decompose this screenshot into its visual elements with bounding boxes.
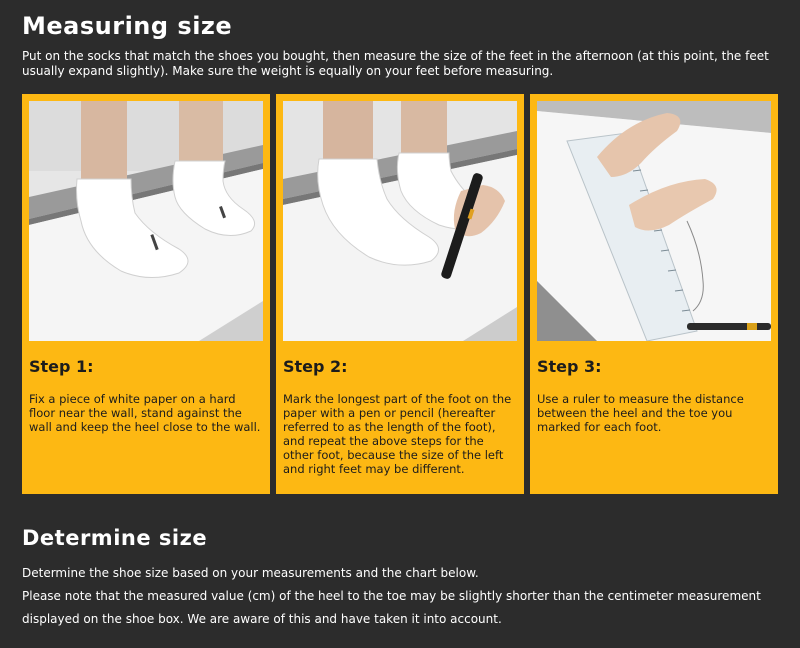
step-3-photo-ruler-measurement: [537, 101, 771, 341]
step-1-card: [22, 94, 270, 494]
step-2-text: Mark the longest part of the foot on the paper with a pen or pencil (hereafter referred to as the length of the foot), and repeat the above steps for the other foot, because the size of the left and right feet may be different.: [283, 392, 512, 476]
step-1-title: Step 1:: [29, 357, 94, 376]
step-1-text: Fix a piece of white paper on a hard floor near the wall, stand against the wall and keep the heel close to the wall.: [29, 392, 261, 434]
determine-size-line-2: Please note that the measured value (cm) of the heel to the toe may be slightly shorter than the centimeter measurement displayed on the shoe box. We are aware of this and have taken it into account.: [22, 589, 761, 626]
step-3-card: [530, 94, 778, 494]
step-2-photo-marking-foot: [283, 101, 517, 341]
measuring-size-heading: Measuring size: [22, 12, 233, 40]
step-3-text: Use a ruler to measure the distance between the heel and the toe you marked for each foot.: [537, 392, 744, 434]
measuring-size-intro: Put on the socks that match the shoes you bought, then measure the size of the feet in the afternoon (at this point, the feet usually expand slightly). Make sure the weight is equally on your feet before measuring.: [22, 49, 769, 78]
determine-size-line-1: Determine the shoe size based on your measurements and the chart below.: [22, 566, 479, 580]
step-2-card: [276, 94, 524, 494]
step-3-title: Step 3:: [537, 357, 602, 376]
determine-size-body: [22, 562, 782, 631]
determine-size-heading: Determine size: [22, 526, 208, 550]
step-1-photo-feet-against-wall: [29, 101, 263, 341]
step-2-title: Step 2:: [283, 357, 348, 376]
